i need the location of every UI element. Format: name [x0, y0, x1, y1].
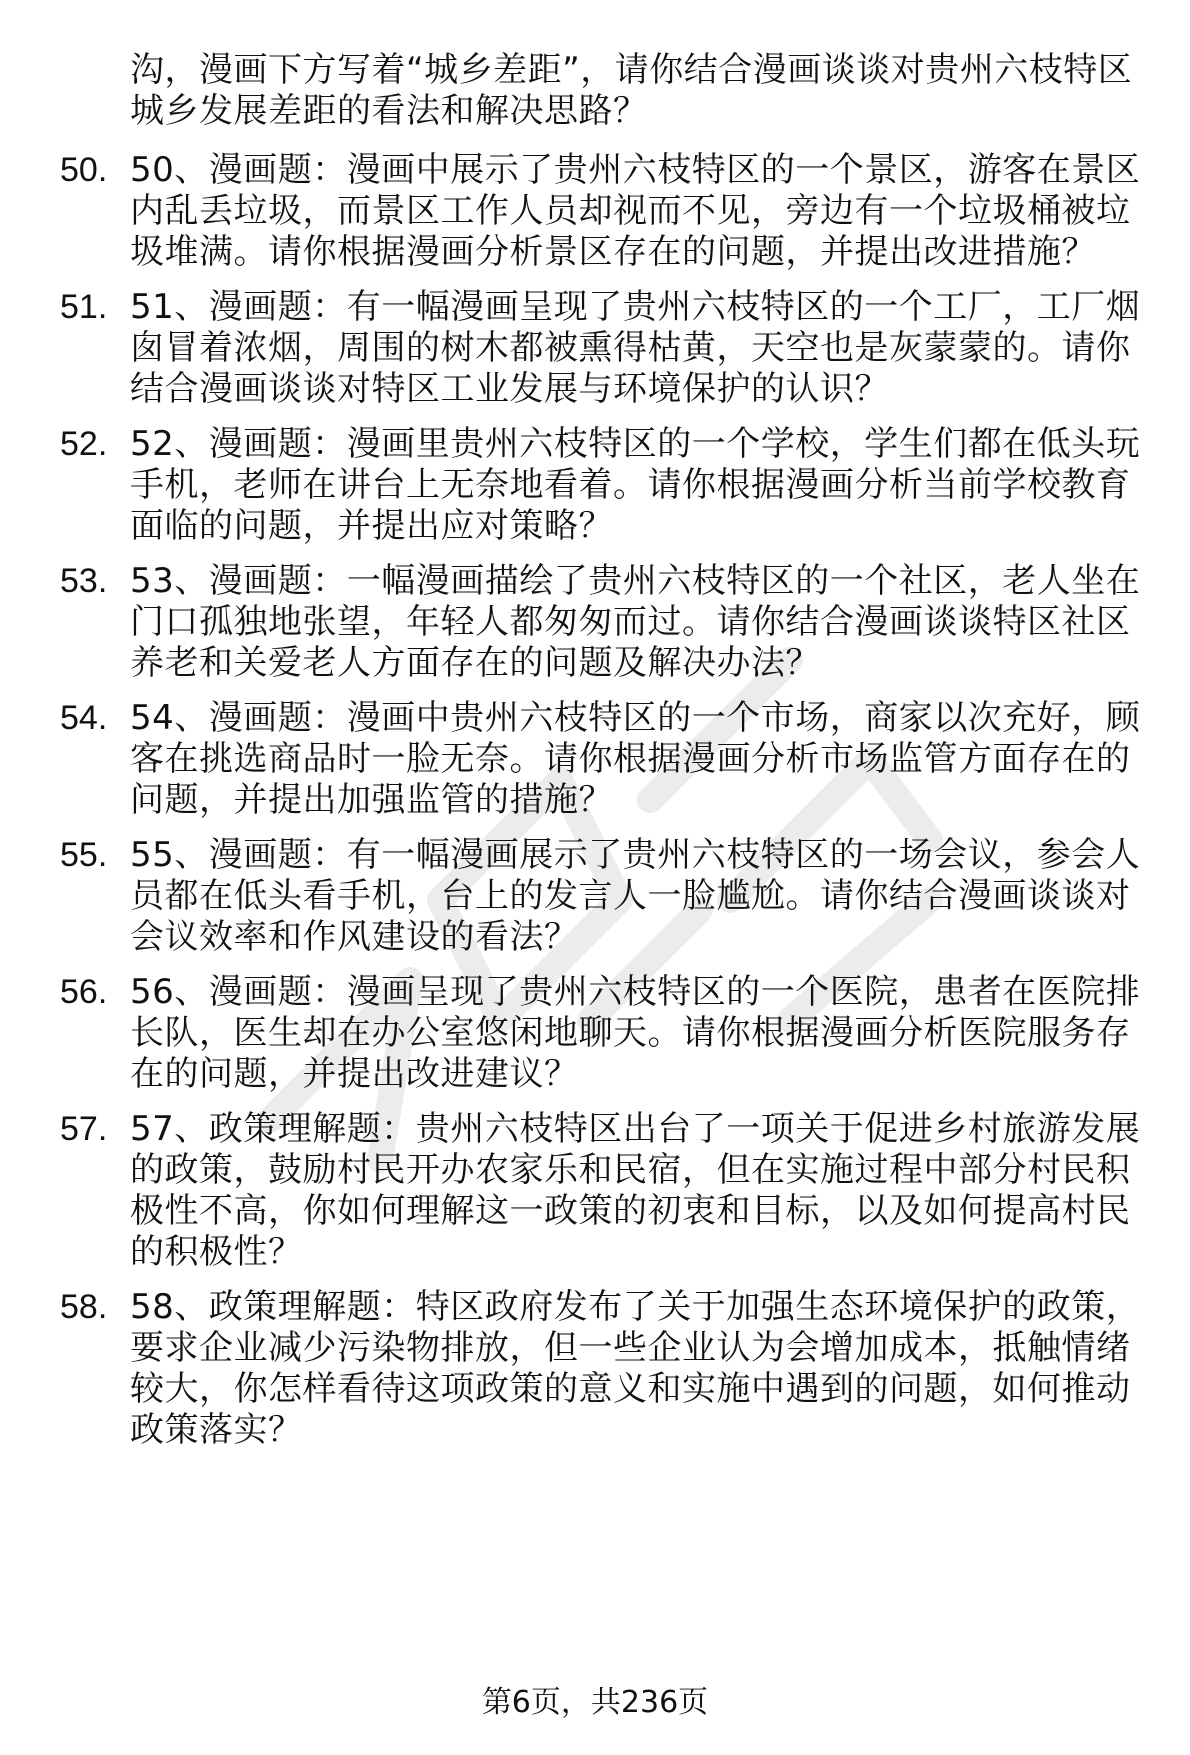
- question-number: 52.: [60, 425, 108, 463]
- question-number: 53.: [60, 562, 108, 600]
- page-footer: 第6页，共236页: [481, 1685, 709, 1720]
- continued-question-text: 沟，漫画下方写着“城乡差距”，请你结合漫画谈谈对贵州六枝特区城乡发展差距的看法和解决思路？: [130, 50, 1133, 131]
- question-item: [60, 561, 1160, 684]
- question-item: [60, 972, 1160, 1095]
- question-text: 58、政策理解题：特区政府发布了关于加强生态环境保护的政策，要求企业减少污染物排放，但一些企业认为会增加成本，抵触情绪较大，你怎样看待这项政策的意义和实施中遇到的问题，如何推动政策落实？: [130, 1287, 1141, 1450]
- question-item: [60, 287, 1160, 410]
- question-number: 57.: [60, 1110, 108, 1148]
- question-text: 53、漫画题：一幅漫画描绘了贵州六枝特区的一个社区，老人坐在门口孤独地张望，年轻人都匆匆而过。请你结合漫画谈谈特区社区养老和关爱老人方面存在的问题及解决办法？: [130, 561, 1141, 683]
- question-content: [60, 50, 1160, 1465]
- question-text: 52、漫画题：漫画里贵州六枝特区的一个学校，学生们都在低头玩手机，老师在讲台上无奈地看着。请你根据漫画分析当前学校教育面临的问题，并提出应对策略？: [130, 424, 1141, 546]
- question-number: 55.: [60, 836, 108, 874]
- question-number: 54.: [60, 699, 108, 737]
- question-item: [60, 150, 1160, 273]
- question-text: 56、漫画题：漫画呈现了贵州六枝特区的一个医院，患者在医院排长队，医生却在办公室悠闲地聊天。请你根据漫画分析医院服务存在的问题，并提出改进建议？: [130, 972, 1141, 1094]
- question-text: 50、漫画题：漫画中展示了贵州六枝特区的一个景区，游客在景区内乱丢垃圾，而景区工作人员却视而不见，旁边有一个垃圾桶被垃圾堆满。请你根据漫画分析景区存在的问题，并提出改进措施？: [130, 150, 1141, 272]
- question-list: [60, 150, 1160, 1451]
- question-number: 56.: [60, 973, 108, 1011]
- question-number: 58.: [60, 1288, 108, 1326]
- question-item: [60, 1287, 1160, 1451]
- question-text: 51、漫画题：有一幅漫画呈现了贵州六枝特区的一个工厂，工厂烟囱冒着浓烟，周围的树木都被熏得枯黄，天空也是灰蒙蒙的。请你结合漫画谈谈对特区工业发展与环境保护的认识？: [130, 287, 1141, 409]
- question-text: 55、漫画题：有一幅漫画展示了贵州六枝特区的一场会议，参会人员都在低头看手机，台上的发言人一脸尴尬。请你结合漫画谈谈对会议效率和作风建设的看法？: [130, 835, 1141, 957]
- question-item: [60, 698, 1160, 821]
- question-number: 50.: [60, 151, 108, 189]
- question-item: [60, 424, 1160, 547]
- question-text: 54、漫画题：漫画中贵州六枝特区的一个市场，商家以次充好，顾客在挑选商品时一脸无奈。请你根据漫画分析市场监管方面存在的问题，并提出加强监管的措施？: [130, 698, 1141, 820]
- question-text: 57、政策理解题：贵州六枝特区出台了一项关于促进乡村旅游发展的政策，鼓励村民开办农家乐和民宿，但在实施过程中部分村民积极性不高，你如何理解这一政策的初衷和目标，以及如何提高村民的积极性？: [130, 1109, 1141, 1272]
- question-item: [60, 835, 1160, 958]
- question-number: 51.: [60, 288, 108, 326]
- question-item: [60, 1109, 1160, 1273]
